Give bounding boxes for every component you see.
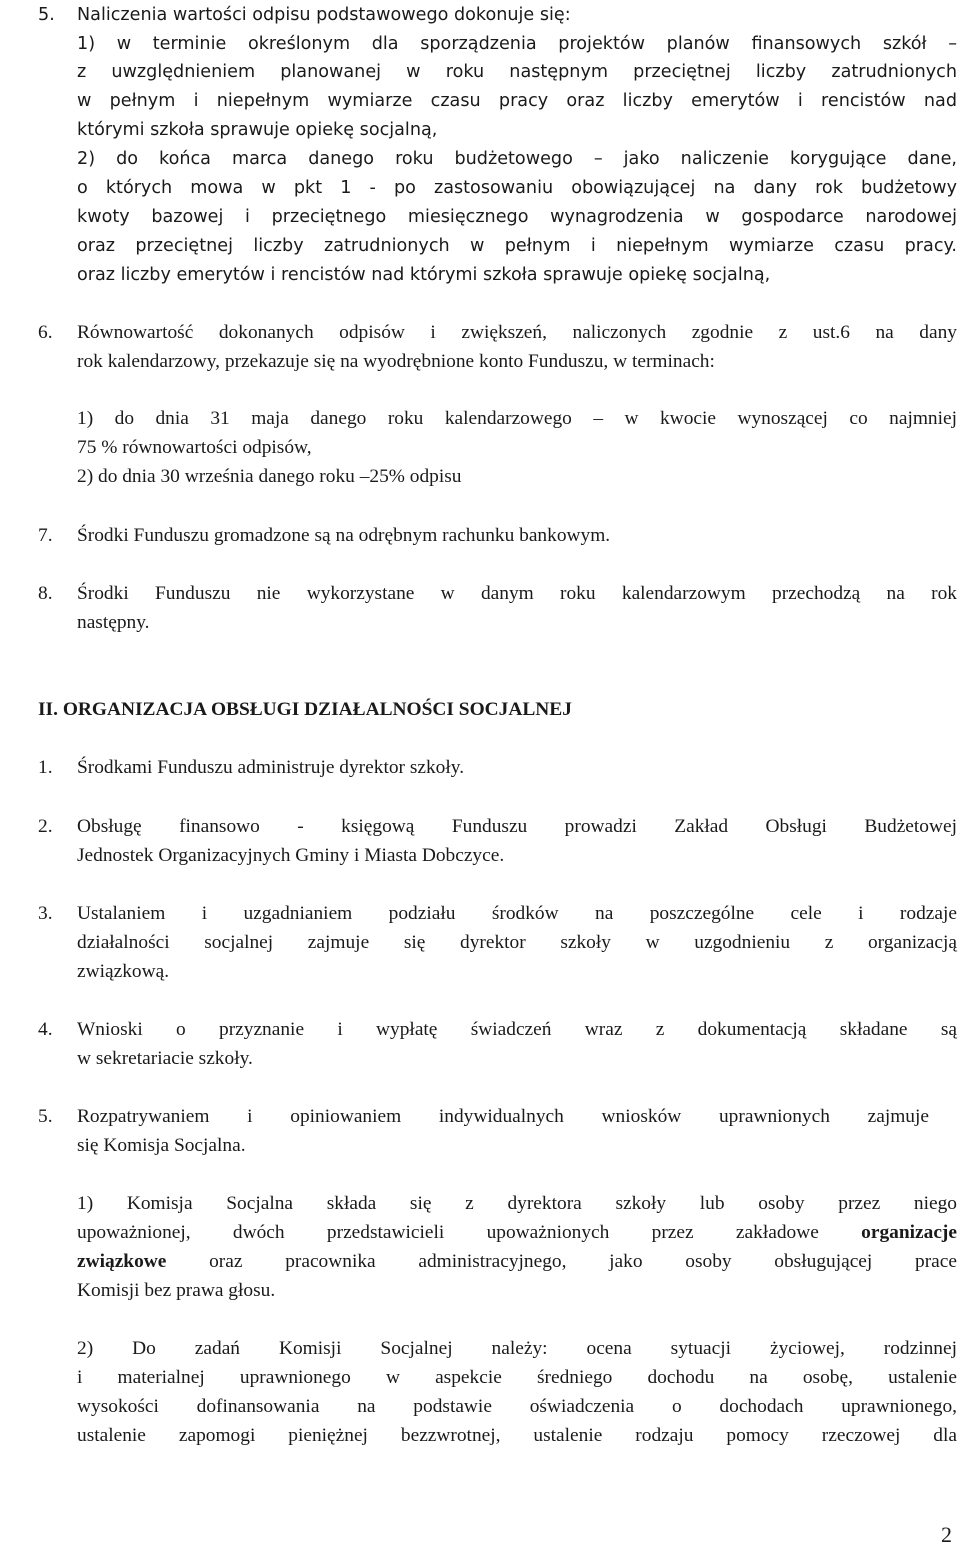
org-5-sub1-bold-organizacje: organizacje <box>861 1222 957 1243</box>
org-5-line-2: się Komisja Socjalna. <box>77 1135 246 1156</box>
org-5-sub2-line-4: ustalenie zapomogi pieniężnej bezzwrotnej, ustalenie rodzaju pomocy rzeczowej dla <box>77 1425 957 1446</box>
org-5-sub2-line-2: i materialnej uprawnionego w aspekcie średniego dochodu na osobę, ustalenie <box>77 1367 957 1388</box>
section-6-line-4: 75 % równowartości odpisów, <box>77 437 312 458</box>
org-5-number: 5. <box>38 1106 53 1127</box>
section-5-line-3: z uwzględnieniem planowanej w roku następnym przeciętnej liczby zatrudnionych <box>77 62 957 82</box>
section-8-line-1: Środki Funduszu nie wykorzystane w danym roku kalendarzowym przechodzą na rok <box>77 583 957 604</box>
org-5-sub1-line-3 <box>77 1249 957 1275</box>
section-heading-title: ORGANIZACJA OBSŁUGI DZIAŁALNOŚCI SOCJALNEJ <box>62 699 572 720</box>
org-5-sub1-line-4: Komisji bez prawa głosu. <box>77 1280 276 1301</box>
section-5-line-2: 1) w terminie określonym dla sporządzenia projektów planów finansowych szkół – <box>77 34 957 54</box>
section-5-line-8: kwoty bazowej i przeciętnego miesięcznego wynagrodzenia w gospodarce narodowej <box>77 207 957 227</box>
org-5-sub2-line-1: 2) Do zadań Komisji Socjalnej należy: ocena sytuacji życiowej, rodzinnej <box>77 1338 957 1359</box>
org-5-sub1-line-2 <box>77 1220 957 1246</box>
org-2-line-2: Jednostek Organizacyjnych Gminy i Miasta Dobczyce. <box>77 845 505 866</box>
org-3-line-2: działalności socjalnej zajmuje się dyrektor szkoły w uzgodnieniu z organizacją <box>77 932 957 953</box>
section-5-line-6: 2) do końca marca danego roku budżetowego – jako naliczenie korygujące dane, <box>77 149 957 169</box>
section-7-number: 7. <box>38 525 53 546</box>
section-7-text: Środki Funduszu gromadzone są na odrębnym rachunku bankowym. <box>77 525 611 546</box>
section-5-line-10: oraz liczby emerytów i rencistów nad którymi szkoła sprawuje opiekę socjalną, <box>77 265 771 285</box>
section-5-line-9: oraz przeciętnej liczby zatrudnionych w pełnym i niepełnym wymiarze czasu pracy. <box>77 236 957 256</box>
section-6-line-1: Równowartość dokonanych odpisów i zwiększeń, naliczonych zgodnie z ust.6 na dany <box>77 322 957 343</box>
section-6-line-2: rok kalendarzowy, przekazuje się na wyodrębnione konto Funduszu, w terminach: <box>77 351 715 372</box>
section-heading-number: II. <box>38 699 58 720</box>
org-3-number: 3. <box>38 903 53 924</box>
org-4-line-1: Wnioski o przyznanie i wypłatę świadczeń wraz z dokumentacją składane są <box>77 1019 957 1040</box>
section-8-line-2: następny. <box>77 612 150 633</box>
org-5-sub1-line-1: 1) Komisja Socjalna składa się z dyrektora szkoły lub osoby przez niego <box>77 1193 957 1214</box>
org-2-number: 2. <box>38 816 53 837</box>
section-6-line-3: 1) do dnia 31 maja danego roku kalendarzowego – w kwocie wynoszącej co najmniej <box>77 408 957 429</box>
section-5-line-1: Naliczenia wartości odpisu podstawowego dokonuje się: <box>77 5 571 25</box>
org-5-sub1-line-3-text: oraz pracownika administracyjnego, jako osoby obsługującej prace <box>209 1251 957 1272</box>
section-6-number: 6. <box>38 322 53 343</box>
org-4-number: 4. <box>38 1019 53 1040</box>
org-4-line-2: w sekretariacie szkoły. <box>77 1048 253 1069</box>
org-2-line-1: Obsługę finansowo - księgową Funduszu prowadzi Zakład Obsługi Budżetowej <box>77 816 957 837</box>
section-heading <box>38 697 572 723</box>
page-number: 2 <box>941 1522 952 1547</box>
org-3-line-1: Ustalaniem i uzgadnianiem podziału środków na poszczególne cele i rodzaje <box>77 903 957 924</box>
section-5-line-5: którymi szkoła sprawuje opiekę socjalną, <box>77 120 438 140</box>
section-5-line-4: w pełnym i niepełnym wymiarze czasu pracy oraz liczby emerytów i rencistów nad <box>77 91 957 111</box>
org-1-number: 1. <box>38 757 53 778</box>
org-3-line-3: związkową. <box>77 961 170 982</box>
org-1-text: Środkami Funduszu administruje dyrektor szkoły. <box>77 757 465 778</box>
org-5-sub1-line-2-text: upoważnionej, dwóch przedstawicieli upoważnionych przez zakładowe <box>77 1222 819 1243</box>
section-8-number: 8. <box>38 583 53 604</box>
section-5-line-7: o których mowa w pkt 1 - po zastosowaniu obowiązującej na dany rok budżetowy <box>77 178 957 198</box>
section-6-line-5: 2) do dnia 30 września danego roku –25% odpisu <box>77 466 462 487</box>
org-5-sub1-bold-zwiazkowe: związkowe <box>77 1251 167 1272</box>
org-5-line-1: Rozpatrywaniem i opiniowaniem indywidualnych wniosków uprawnionych zajmuje <box>77 1106 929 1127</box>
org-5-sub2-line-3: wysokości dofinansowania na podstawie oświadczenia o dochodach uprawnionego, <box>77 1396 957 1417</box>
section-5-number: 5. <box>38 5 55 25</box>
